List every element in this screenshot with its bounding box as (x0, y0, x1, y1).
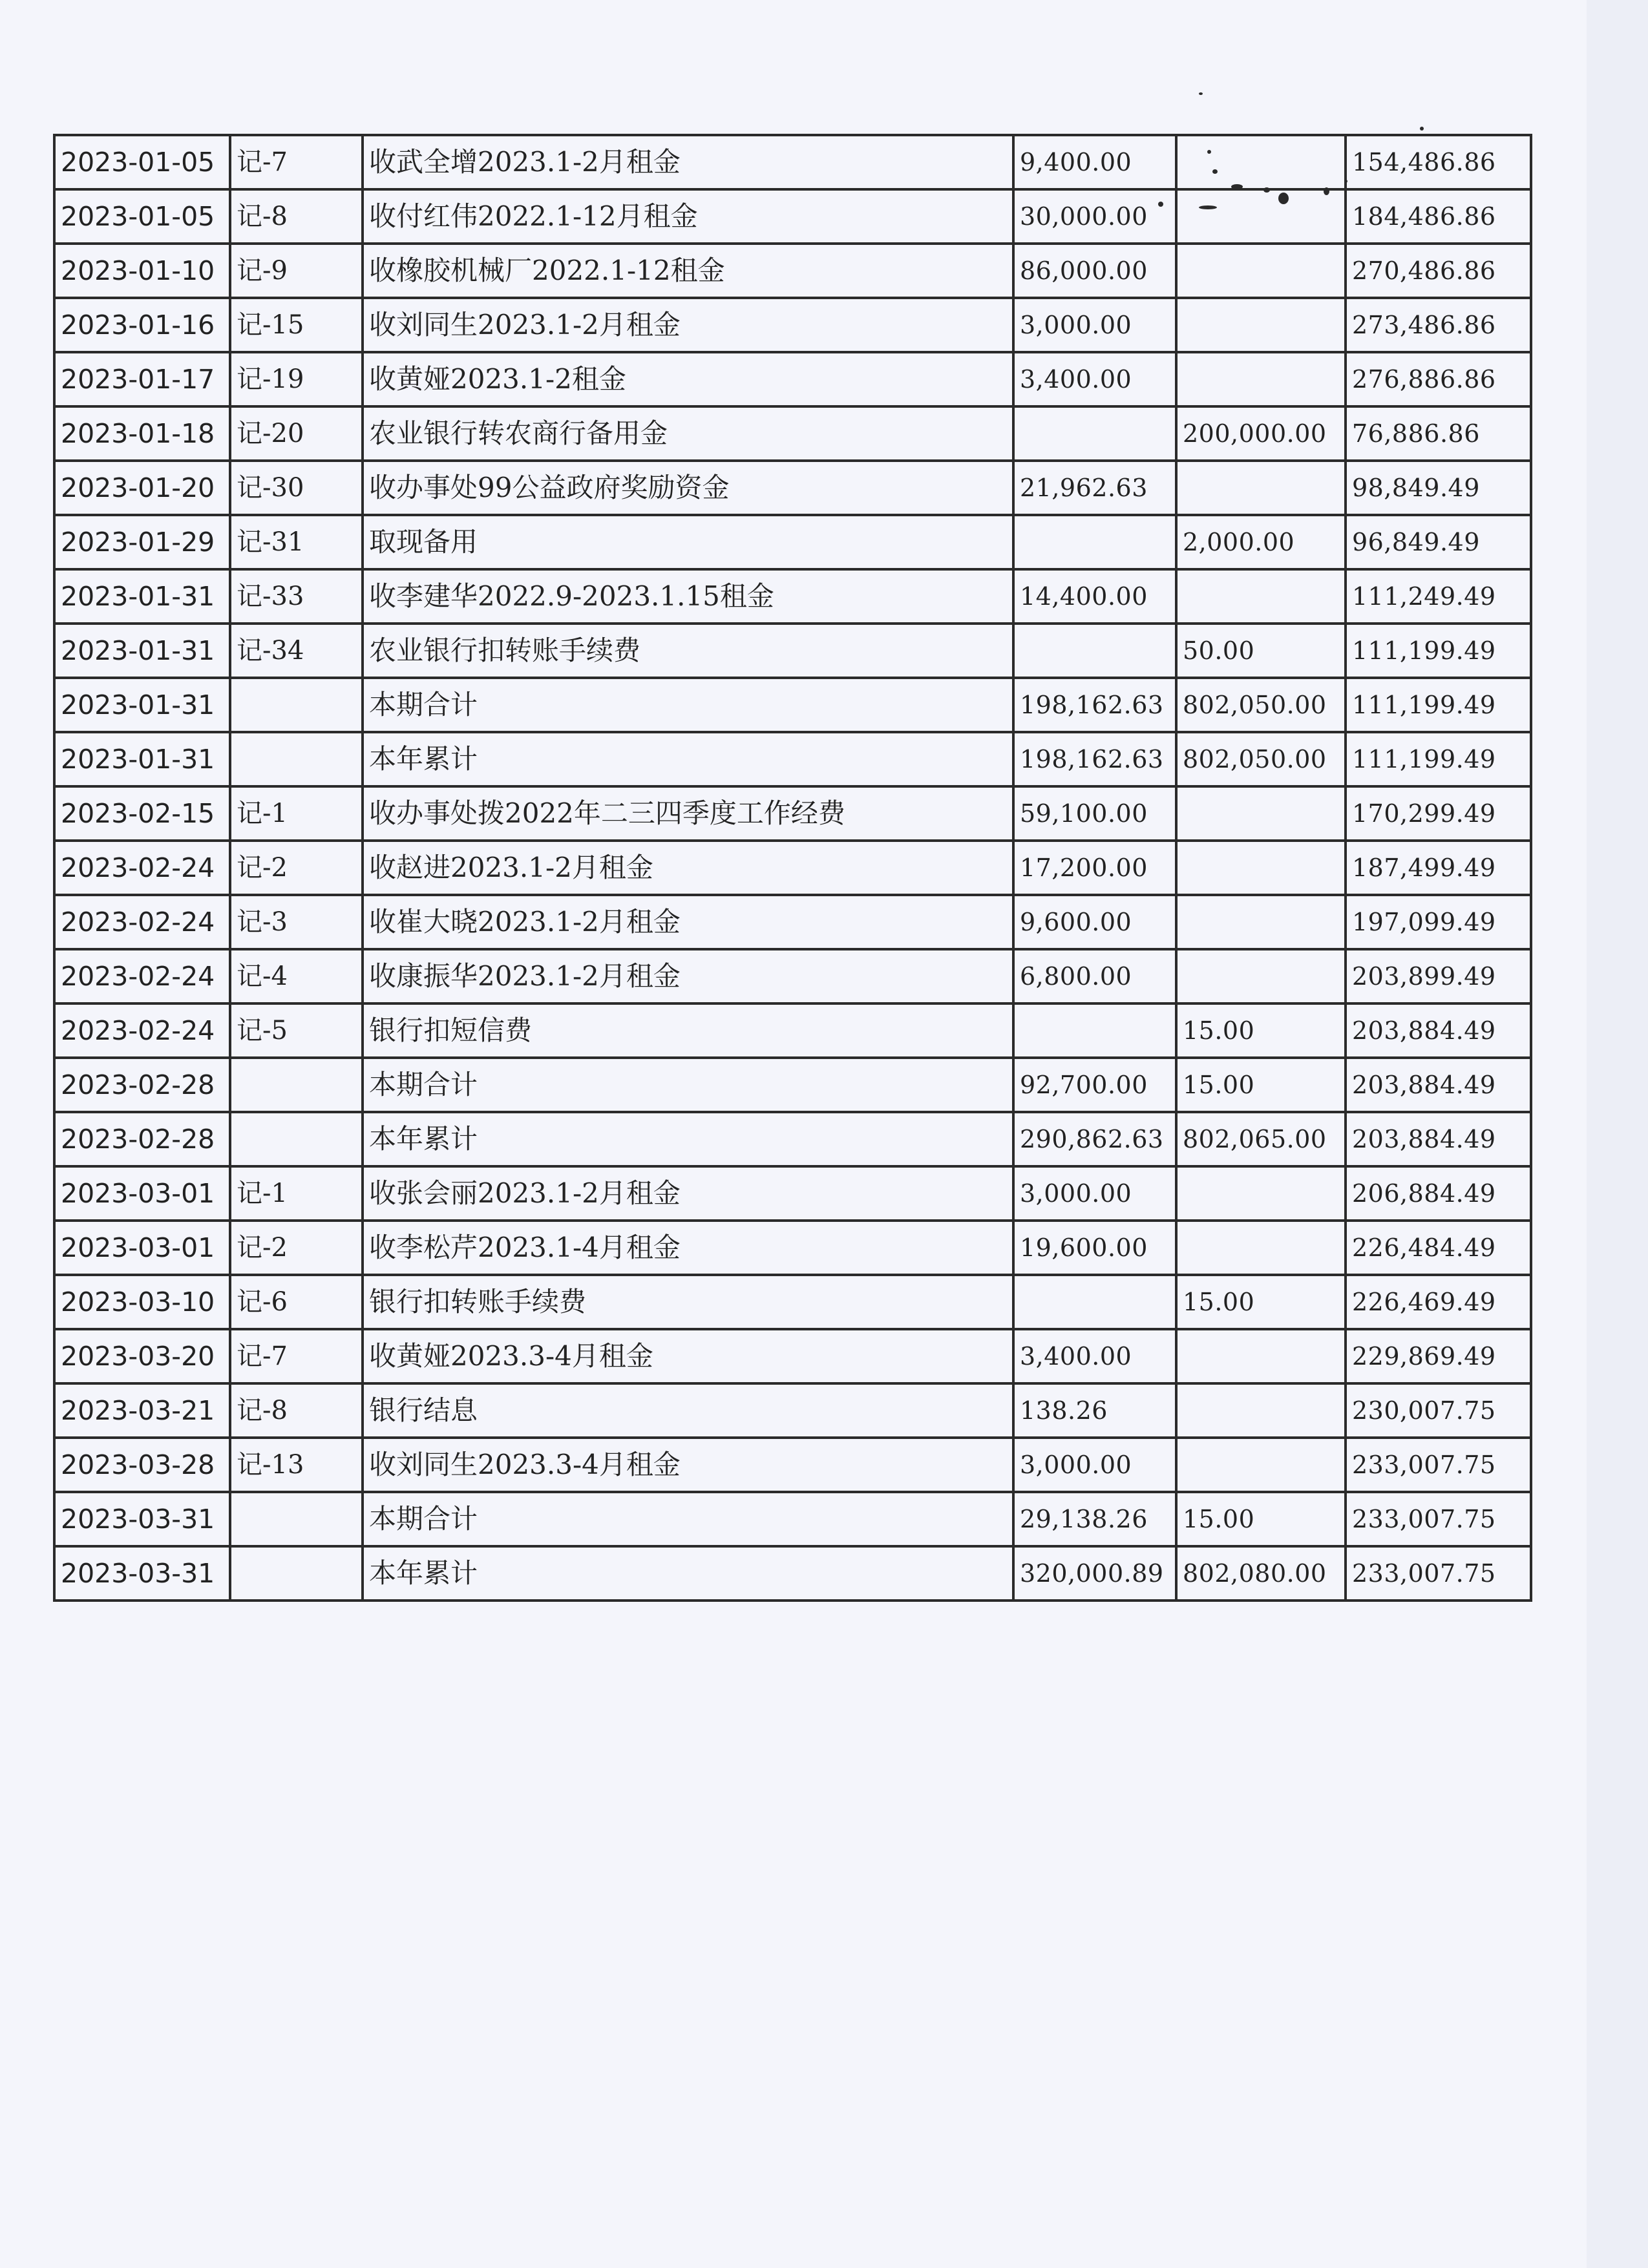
table-row (54, 1058, 1531, 1112)
voucher-cell: 记-8 (230, 1383, 363, 1438)
balance-cell: 203,884.49 (1346, 1003, 1531, 1058)
table-row (54, 1383, 1531, 1438)
summary-cell: 收康振华2023.1-2月租金 (363, 949, 1013, 1003)
balance-cell: 170,299.49 (1346, 786, 1531, 841)
credit-cell (1176, 1438, 1346, 1492)
balance-cell: 98,849.49 (1346, 461, 1531, 515)
date-cell: 2023-03-20 (54, 1329, 230, 1383)
summary-cell: 收办事处99公益政府奖励资金 (363, 461, 1013, 515)
voucher-cell: 记-20 (230, 406, 363, 461)
summary-cell: 收李松芹2023.1-4月租金 (363, 1221, 1013, 1275)
credit-cell (1176, 244, 1346, 298)
table-row (54, 135, 1531, 189)
balance-cell: 233,007.75 (1346, 1492, 1531, 1546)
voucher-cell: 记-15 (230, 298, 363, 352)
date-cell: 2023-01-20 (54, 461, 230, 515)
credit-cell (1176, 841, 1346, 895)
table-row (54, 569, 1531, 624)
voucher-cell: 记-5 (230, 1003, 363, 1058)
summary-cell: 本期合计 (363, 678, 1013, 732)
table-row (54, 1329, 1531, 1383)
scan-smudge (1420, 127, 1424, 131)
date-cell: 2023-01-05 (54, 189, 230, 244)
voucher-cell: 记-2 (230, 1221, 363, 1275)
scan-smudge (1324, 187, 1329, 195)
table-row (54, 352, 1531, 406)
balance-cell: 76,886.86 (1346, 406, 1531, 461)
table-row (54, 461, 1531, 515)
credit-cell: 2,000.00 (1176, 515, 1346, 569)
voucher-cell: 记-13 (230, 1438, 363, 1492)
credit-cell: 15.00 (1176, 1275, 1346, 1329)
credit-cell (1176, 1221, 1346, 1275)
balance-cell: 154,486.86 (1346, 135, 1531, 189)
debit-cell: 3,000.00 (1013, 298, 1176, 352)
debit-cell: 3,000.00 (1013, 1166, 1176, 1221)
credit-cell (1176, 135, 1346, 189)
table-row (54, 1546, 1531, 1601)
table-row (54, 786, 1531, 841)
debit-cell: 320,000.89 (1013, 1546, 1176, 1601)
credit-cell (1176, 1329, 1346, 1383)
balance-cell: 184,486.86 (1346, 189, 1531, 244)
debit-cell: 21,962.63 (1013, 461, 1176, 515)
debit-cell: 30,000.00 (1013, 189, 1176, 244)
debit-cell: 9,400.00 (1013, 135, 1176, 189)
voucher-cell (230, 1058, 363, 1112)
balance-cell: 111,199.49 (1346, 678, 1531, 732)
voucher-cell (230, 1492, 363, 1546)
credit-cell (1176, 569, 1346, 624)
credit-cell: 200,000.00 (1176, 406, 1346, 461)
voucher-cell: 记-1 (230, 786, 363, 841)
debit-cell: 138.26 (1013, 1383, 1176, 1438)
scan-smudge (1263, 187, 1270, 193)
voucher-cell: 记-30 (230, 461, 363, 515)
summary-cell: 收黄娅2023.3-4月租金 (363, 1329, 1013, 1383)
date-cell: 2023-01-16 (54, 298, 230, 352)
balance-cell: 203,884.49 (1346, 1058, 1531, 1112)
debit-cell: 17,200.00 (1013, 841, 1176, 895)
summary-cell: 本期合计 (363, 1492, 1013, 1546)
summary-cell: 本年累计 (363, 732, 1013, 786)
credit-cell (1176, 189, 1346, 244)
debit-cell: 92,700.00 (1013, 1058, 1176, 1112)
balance-cell: 197,099.49 (1346, 895, 1531, 949)
balance-cell: 233,007.75 (1346, 1438, 1531, 1492)
voucher-cell: 记-8 (230, 189, 363, 244)
voucher-cell: 记-2 (230, 841, 363, 895)
voucher-cell: 记-7 (230, 135, 363, 189)
debit-cell: 14,400.00 (1013, 569, 1176, 624)
balance-cell: 273,486.86 (1346, 298, 1531, 352)
balance-cell: 230,007.75 (1346, 1383, 1531, 1438)
credit-cell: 15.00 (1176, 1003, 1346, 1058)
summary-cell: 收刘同生2023.3-4月租金 (363, 1438, 1013, 1492)
summary-cell: 本年累计 (363, 1546, 1013, 1601)
credit-cell: 802,050.00 (1176, 732, 1346, 786)
date-cell: 2023-02-24 (54, 949, 230, 1003)
credit-cell (1176, 298, 1346, 352)
date-cell: 2023-03-31 (54, 1546, 230, 1601)
table-row (54, 515, 1531, 569)
debit-cell: 198,162.63 (1013, 678, 1176, 732)
summary-cell: 收刘同生2023.1-2月租金 (363, 298, 1013, 352)
date-cell: 2023-02-28 (54, 1058, 230, 1112)
date-cell: 2023-03-28 (54, 1438, 230, 1492)
date-cell: 2023-02-24 (54, 895, 230, 949)
debit-cell: 6,800.00 (1013, 949, 1176, 1003)
balance-cell: 111,249.49 (1346, 569, 1531, 624)
table-row (54, 1112, 1531, 1166)
table-row (54, 949, 1531, 1003)
credit-cell (1176, 461, 1346, 515)
summary-cell: 银行扣转账手续费 (363, 1275, 1013, 1329)
scan-smudge (1212, 169, 1218, 174)
balance-cell: 229,869.49 (1346, 1329, 1531, 1383)
scan-smudge (1158, 202, 1163, 207)
voucher-cell (230, 732, 363, 786)
summary-cell: 本年累计 (363, 1112, 1013, 1166)
date-cell: 2023-01-31 (54, 569, 230, 624)
date-cell: 2023-03-31 (54, 1492, 230, 1546)
balance-cell: 226,484.49 (1346, 1221, 1531, 1275)
summary-cell: 取现备用 (363, 515, 1013, 569)
debit-cell: 19,600.00 (1013, 1221, 1176, 1275)
voucher-cell (230, 678, 363, 732)
table-row (54, 841, 1531, 895)
summary-cell: 收崔大晓2023.1-2月租金 (363, 895, 1013, 949)
table-row (54, 406, 1531, 461)
debit-cell: 9,600.00 (1013, 895, 1176, 949)
date-cell: 2023-02-24 (54, 1003, 230, 1058)
summary-cell: 银行扣短信费 (363, 1003, 1013, 1058)
scan-smudge (1344, 180, 1347, 183)
voucher-cell: 记-3 (230, 895, 363, 949)
summary-cell: 收李建华2022.9-2023.1.15租金 (363, 569, 1013, 624)
table-row (54, 1275, 1531, 1329)
debit-cell: 3,400.00 (1013, 1329, 1176, 1383)
table-row (54, 732, 1531, 786)
voucher-cell: 记-4 (230, 949, 363, 1003)
voucher-cell: 记-1 (230, 1166, 363, 1221)
summary-cell: 收黄娅2023.1-2租金 (363, 352, 1013, 406)
voucher-cell: 记-34 (230, 624, 363, 678)
table-row (54, 244, 1531, 298)
balance-cell: 276,886.86 (1346, 352, 1531, 406)
ledger-body (54, 135, 1531, 1601)
balance-cell: 187,499.49 (1346, 841, 1531, 895)
balance-cell: 233,007.75 (1346, 1546, 1531, 1601)
credit-cell: 15.00 (1176, 1492, 1346, 1546)
date-cell: 2023-01-31 (54, 732, 230, 786)
voucher-cell: 记-9 (230, 244, 363, 298)
table-row (54, 1166, 1531, 1221)
credit-cell (1176, 895, 1346, 949)
voucher-cell (230, 1546, 363, 1601)
debit-cell (1013, 624, 1176, 678)
credit-cell (1176, 1383, 1346, 1438)
voucher-cell: 记-6 (230, 1275, 363, 1329)
date-cell: 2023-02-15 (54, 786, 230, 841)
table-row (54, 1221, 1531, 1275)
debit-cell: 59,100.00 (1013, 786, 1176, 841)
date-cell: 2023-01-31 (54, 624, 230, 678)
debit-cell: 3,000.00 (1013, 1438, 1176, 1492)
summary-cell: 收办事处拨2022年二三四季度工作经费 (363, 786, 1013, 841)
date-cell: 2023-03-01 (54, 1166, 230, 1221)
table-row (54, 1438, 1531, 1492)
credit-cell (1176, 786, 1346, 841)
date-cell: 2023-03-01 (54, 1221, 230, 1275)
debit-cell: 290,862.63 (1013, 1112, 1176, 1166)
voucher-cell: 记-33 (230, 569, 363, 624)
debit-cell: 29,138.26 (1013, 1492, 1176, 1546)
scan-smudge (1199, 92, 1203, 95)
credit-cell: 802,065.00 (1176, 1112, 1346, 1166)
table-row (54, 678, 1531, 732)
voucher-cell (230, 1112, 363, 1166)
table-row (54, 1003, 1531, 1058)
balance-cell: 226,469.49 (1346, 1275, 1531, 1329)
credit-cell (1176, 1166, 1346, 1221)
scan-smudge (1231, 184, 1243, 189)
date-cell: 2023-03-21 (54, 1383, 230, 1438)
scan-smudge (1278, 193, 1289, 204)
voucher-cell: 记-7 (230, 1329, 363, 1383)
credit-cell: 802,050.00 (1176, 678, 1346, 732)
summary-cell: 收付红伟2022.1-12月租金 (363, 189, 1013, 244)
summary-cell: 收赵进2023.1-2月租金 (363, 841, 1013, 895)
date-cell: 2023-01-10 (54, 244, 230, 298)
debit-cell (1013, 515, 1176, 569)
summary-cell: 银行结息 (363, 1383, 1013, 1438)
credit-cell (1176, 352, 1346, 406)
balance-cell: 270,486.86 (1346, 244, 1531, 298)
balance-cell: 96,849.49 (1346, 515, 1531, 569)
table-row (54, 298, 1531, 352)
date-cell: 2023-03-10 (54, 1275, 230, 1329)
debit-cell (1013, 406, 1176, 461)
balance-cell: 111,199.49 (1346, 624, 1531, 678)
date-cell: 2023-01-05 (54, 135, 230, 189)
credit-cell: 15.00 (1176, 1058, 1346, 1112)
credit-cell: 802,080.00 (1176, 1546, 1346, 1601)
scan-smudge (1199, 205, 1217, 209)
debit-cell: 198,162.63 (1013, 732, 1176, 786)
balance-cell: 206,884.49 (1346, 1166, 1531, 1221)
table-row (54, 1492, 1531, 1546)
summary-cell: 本期合计 (363, 1058, 1013, 1112)
date-cell: 2023-02-24 (54, 841, 230, 895)
date-cell: 2023-01-31 (54, 678, 230, 732)
debit-cell: 86,000.00 (1013, 244, 1176, 298)
date-cell: 2023-01-29 (54, 515, 230, 569)
balance-cell: 203,884.49 (1346, 1112, 1531, 1166)
summary-cell: 收张会丽2023.1-2月租金 (363, 1166, 1013, 1221)
table-row (54, 624, 1531, 678)
summary-cell: 收橡胶机械厂2022.1-12租金 (363, 244, 1013, 298)
date-cell: 2023-01-17 (54, 352, 230, 406)
ledger-table (53, 134, 1532, 1602)
summary-cell: 农业银行转农商行备用金 (363, 406, 1013, 461)
scan-smudge (1207, 150, 1211, 154)
date-cell: 2023-01-18 (54, 406, 230, 461)
date-cell: 2023-02-28 (54, 1112, 230, 1166)
balance-cell: 203,899.49 (1346, 949, 1531, 1003)
debit-cell (1013, 1003, 1176, 1058)
voucher-cell: 记-31 (230, 515, 363, 569)
debit-cell (1013, 1275, 1176, 1329)
summary-cell: 收武全增2023.1-2月租金 (363, 135, 1013, 189)
table-row (54, 895, 1531, 949)
voucher-cell: 记-19 (230, 352, 363, 406)
balance-cell: 111,199.49 (1346, 732, 1531, 786)
table-row (54, 189, 1531, 244)
summary-cell: 农业银行扣转账手续费 (363, 624, 1013, 678)
credit-cell (1176, 949, 1346, 1003)
debit-cell: 3,400.00 (1013, 352, 1176, 406)
credit-cell: 50.00 (1176, 624, 1346, 678)
